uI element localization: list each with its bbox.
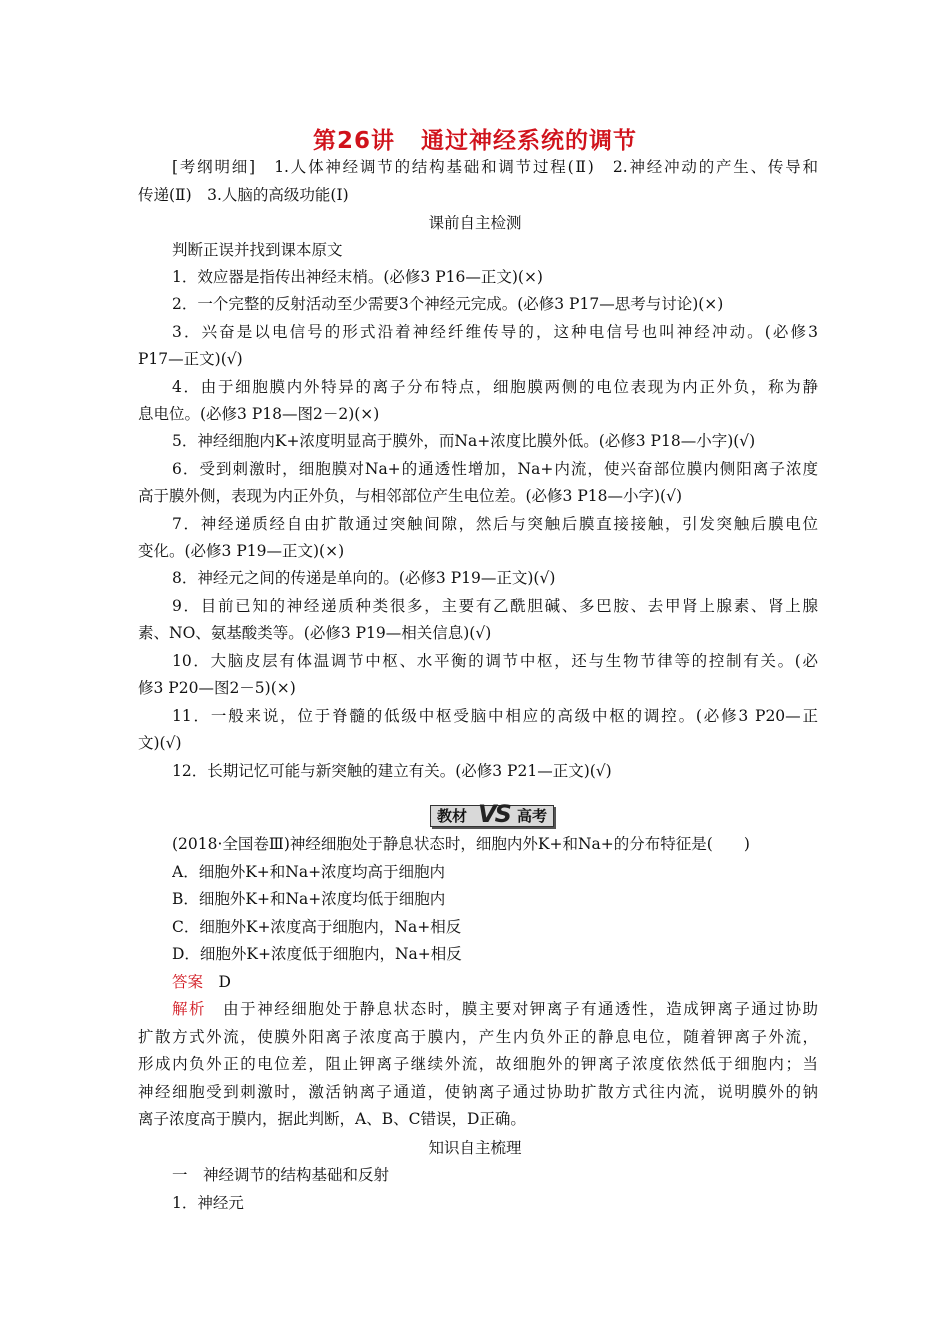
analysis-line-4: 神经细胞受到刺激时，激活钠离子通道，使钠离子通过协助扩散方式往内流，说明膜外的钠	[138, 1083, 818, 1101]
item-7-line-1: 7．神经递质经自由扩散通过突触间隙，然后与突触后膜直接接触，引发突触后膜电位	[172, 515, 818, 533]
item-3-line-1: 3．兴奋是以电信号的形式沿着神经纤维传导的，这种电信号也叫神经冲动。(必修3	[172, 323, 818, 341]
item-6-line-1: 6．受到刺激时，细胞膜对Na+的通透性增加，Na+内流，使兴奋部位膜内侧阳离子浓度	[172, 460, 818, 478]
section-heading-knowledge: 知识自主梳理	[428, 1139, 522, 1157]
badge-right-text: 高考	[516, 807, 547, 825]
option-b: B．细胞外K+和Na+浓度均低于细胞内	[172, 890, 446, 908]
item-5: 5．神经细胞内K+浓度明显高于膜外，而Na+浓度比膜外低。(必修3 P18—小字)(√)	[172, 432, 756, 450]
item-9-line-2: 素、NO、氨基酸类等。(必修3 P19—相关信息)(√)	[138, 624, 492, 642]
textbook-vs-exam-badge	[430, 800, 554, 828]
subheading-1-item: 1．神经元	[172, 1194, 244, 1212]
item-2: 2．一个完整的反射活动至少需要3个神经元完成。(必修3 P17—思考与讨论)(×)	[172, 295, 724, 313]
lesson-title	[0, 122, 950, 155]
lesson-topic: 通过神经系统的调节	[421, 128, 637, 154]
outline-line-1: [考纲明细] 1.人体神经调节的结构基础和调节过程(Ⅱ) 2.神经冲动的产生、传导和	[172, 158, 818, 176]
analysis-text-1: 由于神经细胞处于静息状态时，膜主要对钾离子有通透性，造成钾离子通过协助	[223, 1000, 818, 1018]
analysis-line-1	[172, 999, 818, 1019]
item-10-line-2: 修3 P20—图2－5)(×)	[138, 679, 296, 697]
subheading-1: 一 神经调节的结构基础和反射	[172, 1166, 390, 1184]
item-6-line-2: 高于膜外侧，表现为内正外负，与相邻部位产生电位差。(必修3 P18—小字)(√)	[138, 487, 683, 505]
answer-label: 答案	[172, 973, 204, 991]
option-a: A．细胞外K+和Na+浓度均高于细胞内	[172, 863, 446, 881]
item-10-line-1: 10．大脑皮层有体温调节中枢、水平衡的调节中枢，还与生物节律等的控制有关。(必	[172, 652, 818, 670]
analysis-label: 解析	[172, 1000, 207, 1018]
analysis-line-3: 形成内负外正的电位差，阻止钾离子继续外流，故细胞外的钾离子浓度依然低于细胞内；当	[138, 1055, 818, 1073]
question-stem: (2018·全国卷Ⅲ)神经细胞处于静息状态时，细胞内外K+和Na+的分布特征是( )	[172, 835, 750, 853]
analysis-line-2: 扩散方式外流，使膜外阳离子浓度高于膜内，产生内负外正的静息电位，随着钾离子外流，	[138, 1028, 818, 1046]
item-4-line-1: 4．由于细胞膜内外特异的离子分布特点，细胞膜两侧的电位表现为内正外负，称为静	[172, 378, 818, 396]
item-11-line-2: 文)(√)	[138, 734, 182, 752]
instruction: 判断正误并找到课本原文	[172, 241, 343, 259]
item-9-line-1: 9．目前已知的神经递质种类很多，主要有乙酰胆碱、多巴胺、去甲肾上腺素、肾上腺	[172, 597, 818, 615]
item-8: 8．神经元之间的传递是单向的。(必修3 P19—正文)(√)	[172, 569, 556, 587]
item-11-line-1: 11．一般来说，位于脊髓的低级中枢受脑中相应的高级中枢的调控。(必修3 P20—正	[172, 707, 818, 725]
answer-value: D	[218, 973, 231, 991]
option-c: C．细胞外K+浓度高于细胞内，Na+相反	[172, 918, 462, 936]
lesson-number: 第26讲	[312, 128, 395, 154]
badge-vs-text: VS	[478, 800, 510, 828]
item-7-line-2: 变化。(必修3 P19—正文)(×)	[138, 542, 345, 560]
analysis-line-5: 离子浓度高于膜内，据此判断，A、B、C错误，D正确。	[138, 1110, 526, 1128]
item-4-line-2: 息电位。(必修3 P18—图2－2)(×)	[138, 405, 380, 423]
section-heading-self-test: 课前自主检测	[428, 214, 522, 232]
item-12: 12．长期记忆可能与新突触的建立有关。(必修3 P21—正文)(√)	[172, 762, 612, 780]
item-3-line-2: P17—正文)(√)	[138, 350, 243, 368]
outline-line-2: 传递(Ⅱ) 3.人脑的高级功能(Ⅰ)	[138, 186, 349, 204]
item-1: 1．效应器是指传出神经末梢。(必修3 P16—正文)(×)	[172, 268, 543, 286]
option-d: D．细胞外K+浓度低于细胞内，Na+相反	[172, 945, 462, 963]
badge-left-text: 教材	[437, 807, 468, 825]
answer-row	[172, 972, 852, 992]
